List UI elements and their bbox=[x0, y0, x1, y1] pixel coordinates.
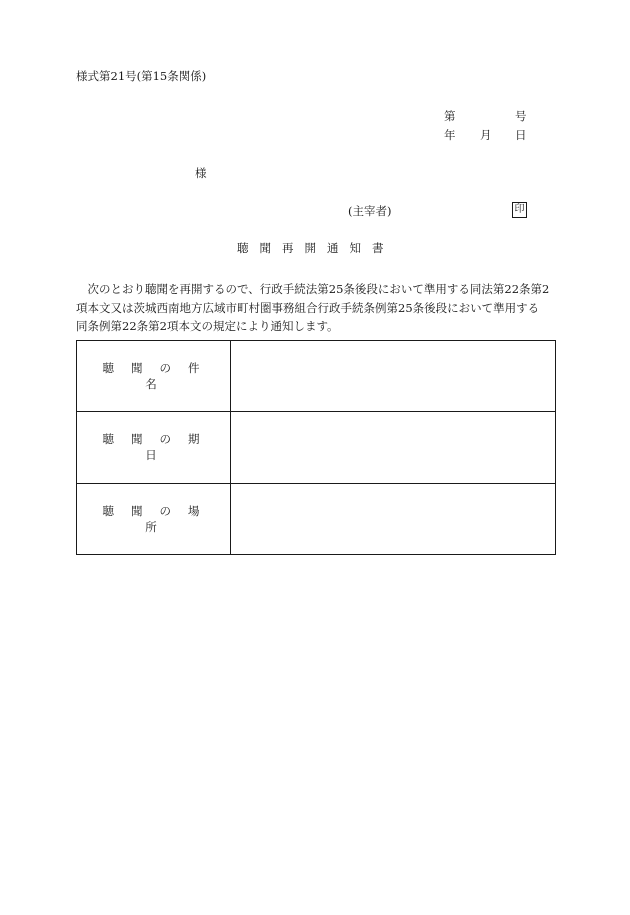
hearing-subject-field[interactable] bbox=[231, 341, 556, 412]
table-row bbox=[77, 483, 556, 554]
table-row bbox=[77, 412, 556, 483]
hearing-place-field[interactable] bbox=[231, 483, 556, 554]
seal-mark: 印 bbox=[512, 202, 527, 218]
sender-title: (主宰者) bbox=[348, 204, 392, 218]
document-number-prefix: 第 bbox=[444, 109, 456, 123]
document-title: 聴聞再開通知書 bbox=[237, 241, 395, 255]
recipient-honorific: 様 bbox=[195, 166, 207, 180]
hearing-date-field[interactable] bbox=[231, 412, 556, 483]
hearing-subject-label: 聴聞の件名 bbox=[77, 341, 231, 412]
date-month-label: 月 bbox=[480, 128, 492, 142]
date-day-label: 日 bbox=[515, 128, 527, 142]
table-row bbox=[77, 341, 556, 412]
body-line: 項本文又は茨城西南地方広域市町村圏事務組合行政手続条例第25条後段において準用する bbox=[76, 300, 540, 315]
hearing-date-label: 聴聞の期日 bbox=[77, 412, 231, 483]
body-line: 次のとおり聴聞を再開するので、行政手続法第25条後段において準用する同法第22条第2 bbox=[76, 282, 550, 296]
hearing-place-label: 聴聞の場所 bbox=[77, 483, 231, 554]
body-line: 同条例第22条第2項本文の規定により通知します。 bbox=[76, 319, 339, 333]
hearing-info-table bbox=[76, 340, 556, 555]
document-number-suffix: 号 bbox=[515, 109, 527, 123]
body-paragraph bbox=[76, 280, 556, 336]
form-number: 様式第21号(第15条関係) bbox=[76, 69, 207, 83]
date-year-label: 年 bbox=[444, 128, 456, 142]
